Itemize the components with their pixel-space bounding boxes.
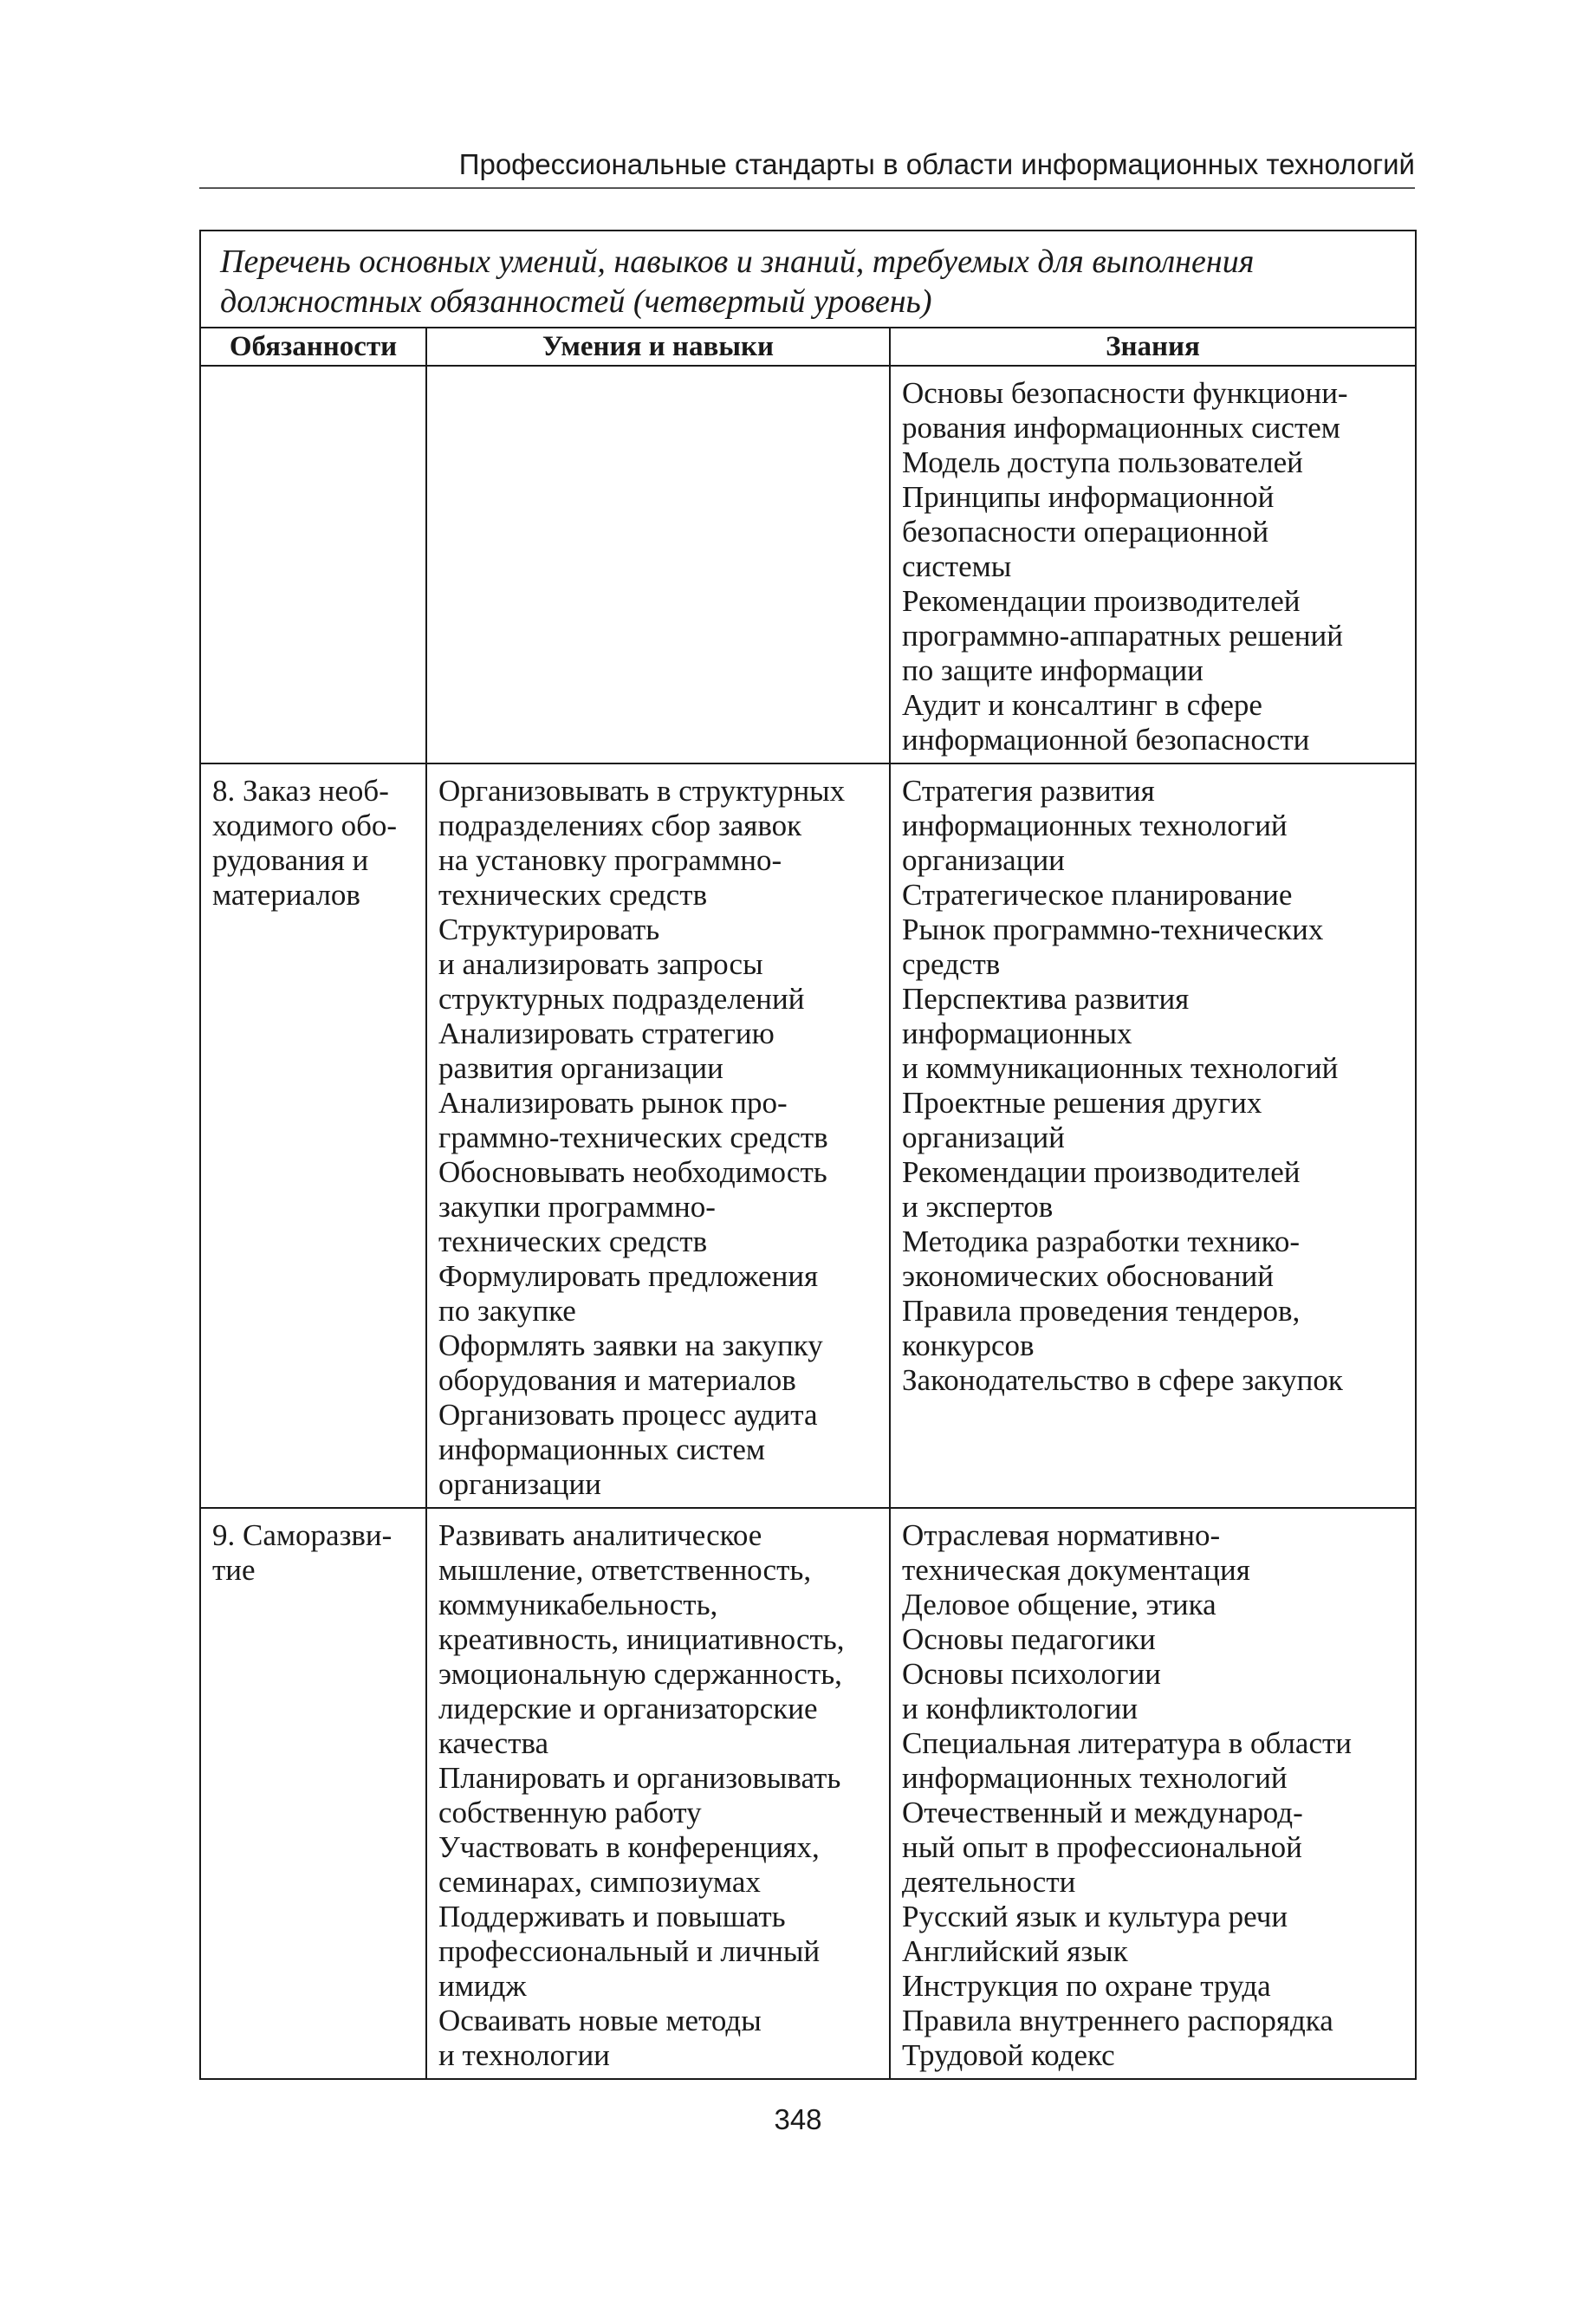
knowledge-line: информационных технологий [902,809,1288,842]
knowledge-line: Принципы информационной [902,480,1275,514]
knowledge-line: Инструкция по охране труда [902,1969,1271,2003]
knowledge-line: информационной безопасности [902,723,1310,757]
knowledge-line: программно-аппаратных решений [902,619,1344,653]
skills-line: мышление, ответственность, [438,1553,812,1587]
knowledge-line: организаций [902,1121,1065,1154]
knowledge-line: Специальная литература в области [902,1726,1353,1760]
header-rule [199,187,1415,189]
knowledge-line: Законодательство в сфере закупок [902,1363,1343,1397]
skills-line: технических средств [438,878,708,912]
skills-cell [426,1508,890,2079]
table-caption-row [200,231,1416,328]
table-row [200,763,1416,1508]
knowledge-line: Стратегическое планирование [902,878,1293,912]
skills-line: структурных подразделений [438,982,805,1016]
knowledge-line: Аудит и консалтинг в сфере [902,688,1262,722]
skills-line: собственную работу [438,1796,702,1829]
knowledge-line: и коммуникационных технологий [902,1051,1339,1085]
knowledge-line: Перспектива развития [902,982,1190,1016]
knowledge-cell [890,1508,1416,2079]
table-row [200,366,1416,763]
table-header-row [200,328,1416,366]
knowledge-line: Модель доступа пользователей [902,445,1303,479]
column-header-knowledge: Знания [890,328,1416,366]
knowledge-line: Трудовой кодекс [902,2038,1115,2072]
skills-line: Организовывать в структурных [438,774,846,808]
knowledge-line: Проектные решения других [902,1086,1262,1120]
skills-line: имидж [438,1969,527,2003]
knowledge-line: системы [902,549,1012,583]
knowledge-line: Стратегия развития [902,774,1155,808]
skills-line: Оформлять заявки на закупку [438,1329,823,1362]
skills-line: Развивать аналитическое [438,1518,762,1552]
duty-line: материалов [212,878,360,912]
skills-line: Анализировать рынок про- [438,1086,788,1120]
skills-line: креативность, инициативность, [438,1622,845,1656]
duty-line: тие [212,1553,256,1587]
knowledge-line: по защите информации [902,653,1203,687]
skills-line: организации [438,1467,601,1501]
skills-line: и анализировать запросы [438,947,763,981]
skills-line: закупки программно- [438,1190,716,1224]
table-row [200,1508,1416,2079]
skills-line: информационных систем [438,1433,766,1466]
knowledge-line: Правила проведения тендеров, [902,1294,1301,1328]
knowledge-line: Рекомендации производителей [902,1155,1301,1189]
skills-line: Обосновывать необходимость [438,1155,827,1189]
skills-line: граммно-технических средств [438,1121,828,1154]
skills-line: развития организации [438,1051,723,1085]
column-header-skills: Умения и навыки [426,328,890,366]
skills-line: по закупке [438,1294,576,1328]
duty-line: 9. Саморазви- [212,1518,393,1552]
skills-cell [426,763,890,1508]
knowledge-line: Основы педагогики [902,1622,1156,1656]
skills-line: Осваивать новые методы [438,2004,762,2037]
knowledge-line: и экспертов [902,1190,1054,1224]
caption-line: должностных обязанностей (четвертый уровень) [220,283,932,320]
knowledge-line: конкурсов [902,1329,1035,1362]
skills-line: качества [438,1726,549,1760]
running-head: Профессиональные стандарты в области информационных технологий [458,148,1415,180]
skills-line: коммуникабельность, [438,1588,718,1621]
knowledge-line: информационных технологий [902,1761,1288,1795]
knowledge-line: средств [902,947,1001,981]
knowledge-line: Английский язык [902,1934,1128,1968]
skills-cell [426,366,890,763]
skills-line: семинарах, симпозиумах [438,1865,761,1899]
knowledge-line: Основы безопасности функциони- [902,376,1348,410]
caption-line: Перечень основных умений, навыков и знаний, требуемых для выполнения [220,244,1255,280]
column-header-duties: Обязанности [200,328,426,366]
knowledge-line: рования информационных систем [902,411,1340,445]
skills-line: Поддерживать и повышать [438,1900,786,1933]
knowledge-line: Отечественный и международ- [902,1796,1303,1829]
knowledge-line: и конфликтологии [902,1692,1139,1725]
skills-line: лидерские и организаторские [438,1692,818,1725]
knowledge-line: Правила внутреннего распорядка [902,2004,1333,2037]
duty-cell [200,1508,426,2079]
knowledge-line: Методика разработки технико- [902,1225,1301,1258]
skills-line: на установку программно- [438,843,782,877]
skills-line: и технологии [438,2038,610,2072]
knowledge-line: Рынок программно-технических [902,913,1324,946]
skills-line: Участвовать в конференциях, [438,1830,820,1864]
skills-line: Организовать процесс аудита [438,1398,818,1432]
skills-line: эмоциональную сдержанность, [438,1657,842,1691]
skills-line: подразделениях сбор заявок [438,809,802,842]
page-number: 348 [774,2103,822,2135]
duty-cell [200,763,426,1508]
knowledge-line: безопасности операционной [902,515,1269,549]
knowledge-line: Русский язык и культура речи [902,1900,1288,1933]
knowledge-line: ный опыт в профессиональной [902,1830,1302,1864]
knowledge-line: информационных [902,1017,1132,1050]
skills-line: Структурировать [438,913,660,946]
duty-line: рудования и [212,843,369,877]
knowledge-line: экономических обоснований [902,1259,1274,1293]
skills-line: профессиональный и личный [438,1934,821,1968]
skills-line: Формулировать предложения [438,1259,819,1293]
standards-table [199,230,1417,2080]
skills-line: технических средств [438,1225,708,1258]
skills-line: Планировать и организовывать [438,1761,841,1795]
skills-line: Анализировать стратегию [438,1017,775,1050]
knowledge-line: деятельности [902,1865,1076,1899]
duty-line: ходимого обо- [212,809,398,842]
knowledge-cell [890,366,1416,763]
table-caption [200,231,1416,328]
knowledge-line: техническая документация [902,1553,1250,1587]
knowledge-line: Отраслевая нормативно- [902,1518,1221,1552]
knowledge-line: Основы психологии [902,1657,1161,1691]
knowledge-line: организации [902,843,1065,877]
duty-cell [200,366,426,763]
knowledge-line: Деловое общение, этика [902,1588,1216,1621]
knowledge-line: Рекомендации производителей [902,584,1301,618]
duty-line: 8. Заказ необ- [212,774,389,808]
knowledge-cell [890,763,1416,1508]
skills-line: оборудования и материалов [438,1363,796,1397]
